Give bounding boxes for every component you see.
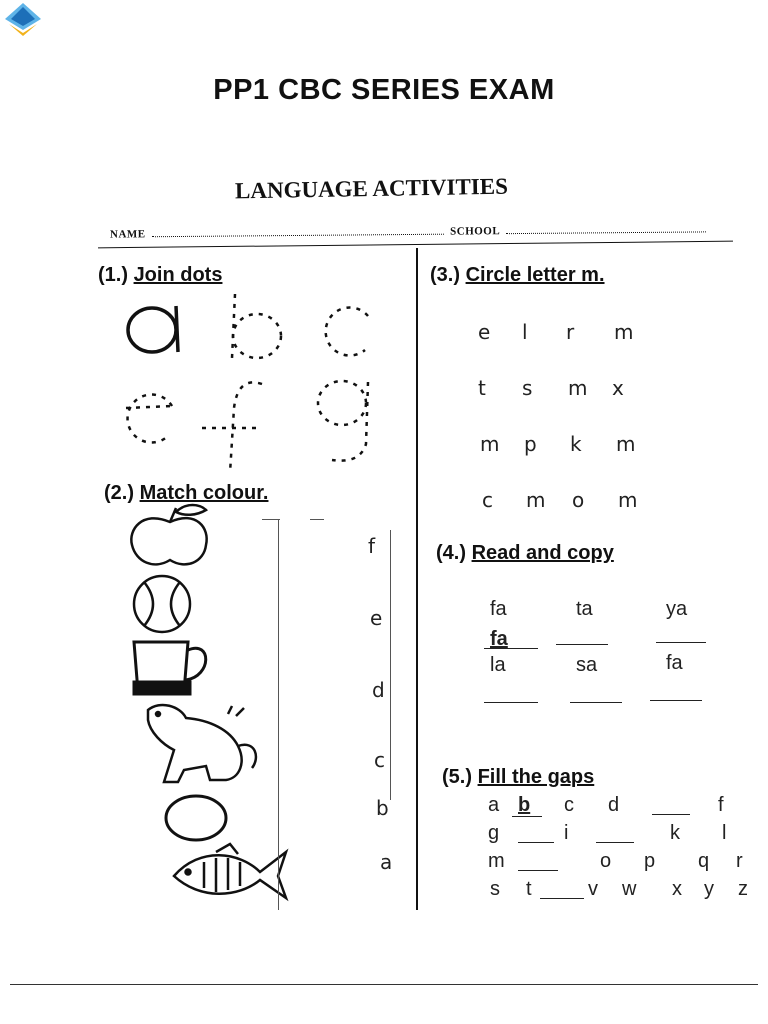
copy-blank[interactable] (484, 702, 538, 703)
copy-blank[interactable] (656, 642, 706, 643)
match-line-right (390, 530, 391, 800)
name-school-line (110, 223, 706, 240)
match-letter-a[interactable]: a (380, 850, 393, 874)
match-pictures (120, 500, 290, 910)
gap-letter: p (644, 850, 656, 872)
footer-rule (10, 984, 758, 985)
gap-letter: s (490, 878, 500, 900)
gap-letter: q (698, 850, 710, 872)
gap-blank[interactable] (518, 842, 554, 843)
gap-blank[interactable] (596, 842, 634, 843)
logo-icon (4, 2, 42, 36)
copy-example-line (484, 648, 538, 649)
match-letter-d[interactable]: d (372, 678, 385, 702)
gap-letter: t (526, 878, 532, 900)
egg-icon (166, 796, 226, 840)
circle-letter[interactable]: m (614, 320, 634, 344)
ball-icon (134, 576, 190, 632)
letter-a-solid (128, 306, 178, 352)
match-letter-f[interactable]: f (368, 534, 376, 558)
circle-letter[interactable]: o (572, 488, 585, 512)
syllable: sa (576, 654, 598, 676)
copy-blank[interactable] (556, 644, 608, 645)
match-letter-e[interactable]: e (370, 606, 383, 630)
match-letter-b[interactable]: b (376, 796, 389, 820)
circle-letter[interactable]: k (570, 432, 582, 456)
join-dots-letters (110, 288, 390, 478)
cup-icon (134, 642, 206, 694)
gap-blank[interactable] (540, 898, 584, 899)
apple-icon (131, 505, 206, 564)
circle-letter[interactable]: m (480, 432, 500, 456)
gap-letter: i (564, 822, 569, 844)
q5-heading: (5.) Fill the gaps (442, 766, 595, 788)
circle-letter[interactable]: p (524, 432, 537, 456)
circle-letter[interactable]: x (612, 376, 624, 400)
syllable: la (490, 654, 506, 676)
copy-blank[interactable] (650, 700, 702, 701)
gap-letter: o (600, 850, 612, 872)
page-title: PP1 CBC SERIES EXAM (213, 74, 555, 106)
gap-letter: l (722, 822, 727, 844)
gap-letter: w (622, 878, 637, 900)
school-label: SCHOOL (450, 225, 500, 238)
circle-letter[interactable]: m (616, 432, 636, 456)
syllable: fa (490, 598, 507, 620)
gap-letter: g (488, 822, 500, 844)
circle-letter[interactable]: s (522, 376, 533, 400)
gap-letter: m (488, 850, 505, 872)
gap-line (512, 816, 542, 817)
circle-letter[interactable]: c (482, 488, 493, 512)
gap-example: b (518, 794, 531, 816)
copy-example: fa (490, 628, 508, 650)
q3-heading: (3.) Circle letter m. (430, 264, 605, 286)
letter-b-dotted[interactable] (232, 294, 281, 358)
gap-letter: c (564, 794, 574, 816)
gap-letter: z (738, 878, 748, 900)
column-divider (416, 248, 418, 910)
circle-letter[interactable]: l (522, 320, 528, 344)
q2-heading: (2.) Match colour. (104, 482, 269, 504)
match-tick (310, 519, 324, 520)
circle-letter[interactable]: m (568, 376, 588, 400)
gap-letter: x (672, 878, 682, 900)
circle-letter[interactable]: m (526, 488, 546, 512)
syllable: ya (666, 598, 688, 620)
letter-c-dotted[interactable] (326, 308, 368, 356)
fish-icon (174, 844, 286, 898)
letter-e-dotted[interactable] (126, 395, 172, 443)
q4-heading: (4.) Read and copy (436, 542, 614, 564)
gap-blank[interactable] (518, 870, 558, 871)
gap-letter: y (704, 878, 714, 900)
gap-blank[interactable] (652, 814, 690, 815)
match-line-left (278, 520, 279, 910)
gap-letter: v (588, 878, 598, 900)
gap-letter: r (736, 850, 743, 872)
gap-letter: k (670, 822, 680, 844)
syllable: ta (576, 598, 593, 620)
worksheet-title: LANGUAGE ACTIVITIES (234, 173, 509, 204)
letter-f-dotted[interactable] (202, 382, 262, 473)
name-label: NAME (109, 228, 146, 241)
circle-letter[interactable]: r (566, 320, 575, 344)
q1-heading: (1.) Join dots (98, 264, 223, 286)
circle-letter[interactable]: e (478, 320, 491, 344)
match-letter-c[interactable]: c (374, 748, 385, 772)
dog-icon (148, 705, 256, 782)
syllable: fa (666, 652, 683, 674)
copy-blank[interactable] (570, 702, 622, 703)
gap-letter: f (718, 794, 724, 816)
circle-letter[interactable]: t (478, 376, 486, 400)
letter-g-dotted[interactable] (318, 381, 368, 461)
circle-letter[interactable]: m (618, 488, 638, 512)
gap-letter: d (608, 794, 620, 816)
gap-letter: a (488, 794, 500, 816)
match-tick (262, 519, 280, 520)
